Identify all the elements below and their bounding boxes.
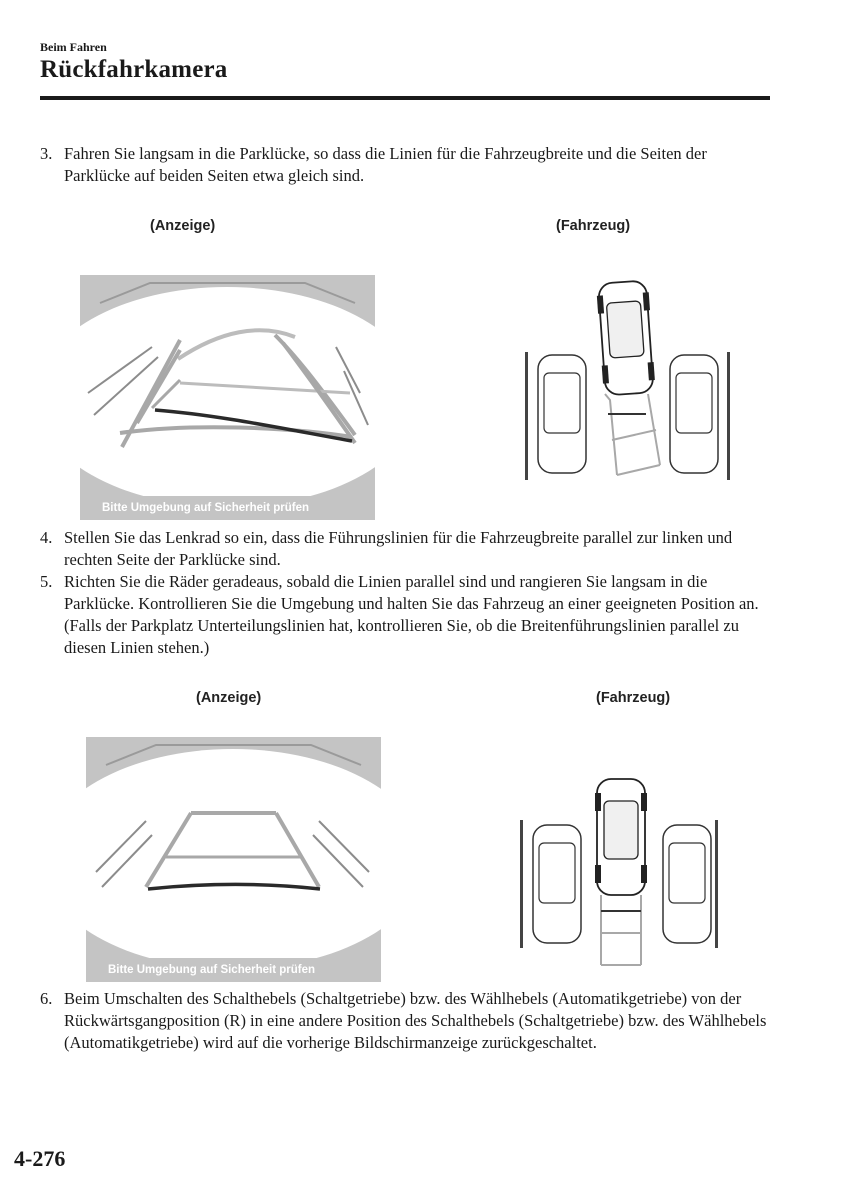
vehicle-diagram-straight (515, 775, 735, 970)
vehicle-caption: (Fahrzeug) (596, 690, 671, 706)
step-number: 5. (40, 572, 53, 591)
parking-diagram (520, 270, 740, 490)
step-5 (40, 571, 770, 659)
vehicle-caption: (Fahrzeug) (556, 218, 631, 234)
camera-display-straight (86, 737, 381, 982)
step-text: Richten Sie die Räder geradeaus, sobald die Linien parallel sind und rangieren Sie langsam in die Parklücke. Kontrollieren Sie die Umgebung und halten Sie das Fahrzeug an einer geeigneten Position an. (Falls der Parkplatz Unterteilungslinien hat, kontrollieren Sie, ob die Breitenführungslinien parallel zu diesen Linien stehen.) (64, 572, 759, 657)
step-6 (40, 988, 770, 1054)
safety-warning: Bitte Umgebung auf Sicherheit prüfen (102, 502, 310, 514)
step-number: 3. (40, 144, 53, 163)
step-text: Fahren Sie langsam in die Parklücke, so dass die Linien für die Fahrzeugbreite und die Seiten der Parklücke auf beiden Seiten etwa gleich sind. (64, 144, 707, 185)
step-text: Beim Umschalten des Schalthebels (Schaltgetriebe) bzw. des Wählhebels (Automatikgetriebe) von der Rückwärtsgangposition (R) in eine andere Position des Schalthebels (Schaltgetriebe) bzw. des Wählhebels (Automatikgetriebe) wird auf die vorherige Bildschirmanzeige zurückgeschaltet. (64, 989, 767, 1052)
display-caption: (Anzeige) (150, 218, 216, 234)
camera-view-graphic (86, 737, 381, 982)
step-3 (40, 143, 770, 187)
step-text: Stellen Sie das Lenkrad so ein, dass die Führungslinien für die Fahrzeugbreite parallel zur linken und rechten Seite der Parklücke sind. (64, 528, 733, 569)
step-4 (40, 527, 770, 571)
display-caption: (Anzeige) (196, 690, 262, 706)
parking-diagram (515, 775, 735, 970)
camera-view-graphic (80, 275, 375, 520)
section-label: Beim Fahren (40, 40, 107, 54)
page-number: 4-276 (14, 1146, 66, 1171)
camera-display-angled (80, 275, 375, 520)
step-number: 6. (40, 989, 53, 1008)
title-rule (40, 96, 770, 100)
vehicle-diagram-angled (520, 270, 740, 490)
safety-warning: Bitte Umgebung auf Sicherheit prüfen (108, 964, 316, 976)
step-number: 4. (40, 528, 53, 547)
page-title: Rückfahrkamera (40, 56, 228, 83)
